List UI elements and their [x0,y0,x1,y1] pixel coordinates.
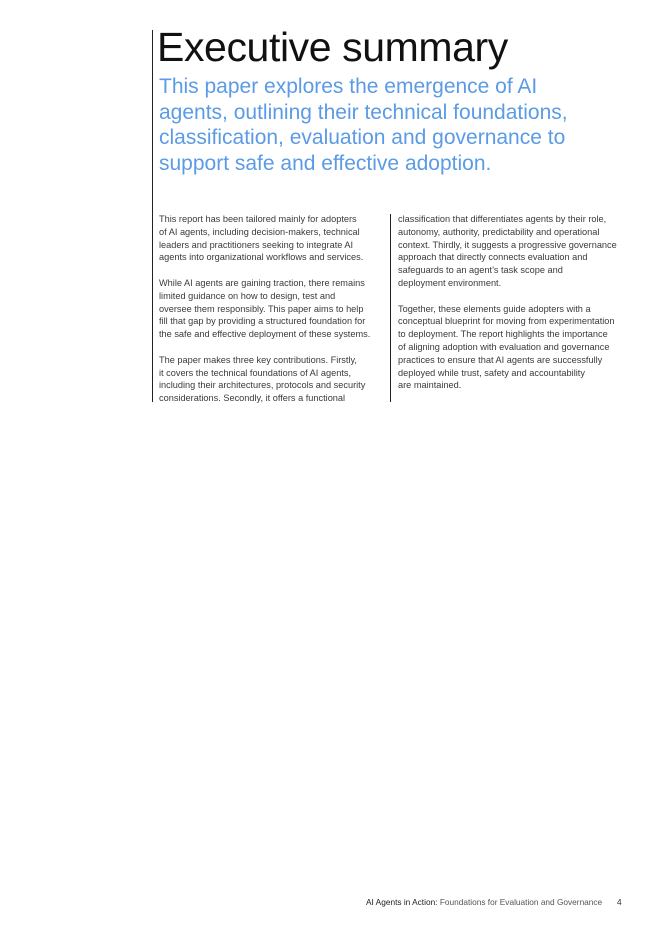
body-line: are maintained. [398,380,462,391]
body-line: the safe and effective deployment of these systems. [159,329,371,340]
body-line: considerations. Secondly, it offers a functional [159,393,346,404]
body-paragraph [159,277,383,341]
lead-line: support safe and effective adoption. [159,151,492,175]
body-line: Together, these elements guide adopters with a [398,303,591,314]
body-line: approach that directly connects evaluation and [398,252,588,263]
body-column-left [159,213,383,418]
body-paragraph [398,213,626,290]
body-paragraph [159,354,383,405]
lead-line: agents, outlining their technical foundations, [159,100,568,124]
body-line: of aligning adoption with evaluation and governance [398,341,610,352]
body-line: agents into organizational workflows and services. [159,252,364,263]
running-footer [366,896,602,908]
body-column-right [398,213,626,405]
footer-publication-title: AI Agents in Action: [366,897,438,907]
body-line: While AI agents are gaining traction, there remains [159,277,365,288]
lead-line: classification, evaluation and governance to [159,126,566,149]
body-line: oversee them responsibly. This paper aims to help [159,303,364,314]
body-line: leaders and practitioners seeking to integrate AI [159,239,354,250]
body-line: it covers the technical foundations of AI agents, [159,367,352,378]
body-line: fill that gap by providing a structured foundation for [159,316,366,327]
body-line: of AI agents, including decision-makers, technical [159,226,360,237]
body-line: The paper makes three key contributions. Firstly, [159,354,357,365]
page-title: Executive summary [157,24,508,70]
body-line: limited guidance on how to design, test and [159,290,336,301]
body-line: context. Thirdly, it suggests a progressive governance [398,239,617,250]
lead-paragraph [159,74,609,176]
body-line: This report has been tailored mainly for adopters [159,214,357,224]
page-number: 4 [617,897,622,907]
body-paragraph [398,303,626,393]
body-line: classification that differentiates agents by their role, [398,214,607,224]
left-margin-rule [152,30,153,402]
body-line: conceptual blueprint for moving from experimentation [398,316,615,327]
body-line: autonomy, authority, predictability and operational [398,226,600,237]
lead-line: This paper explores the emergence of AI [159,75,538,98]
body-line: to deployment. The report highlights the importance [398,329,608,340]
body-line: deployment environment. [398,277,502,288]
body-line: deployed while trust, safety and accountability [398,367,585,378]
body-paragraph [159,213,383,264]
body-line: including their architectures, protocols and security [159,380,366,391]
body-line: safeguards to an agent’s task scope and [398,265,563,276]
body-line: practices to ensure that AI agents are successfully [398,354,603,365]
column-divider-rule [390,214,391,402]
footer-publication-subtitle: Foundations for Evaluation and Governance [439,897,603,907]
